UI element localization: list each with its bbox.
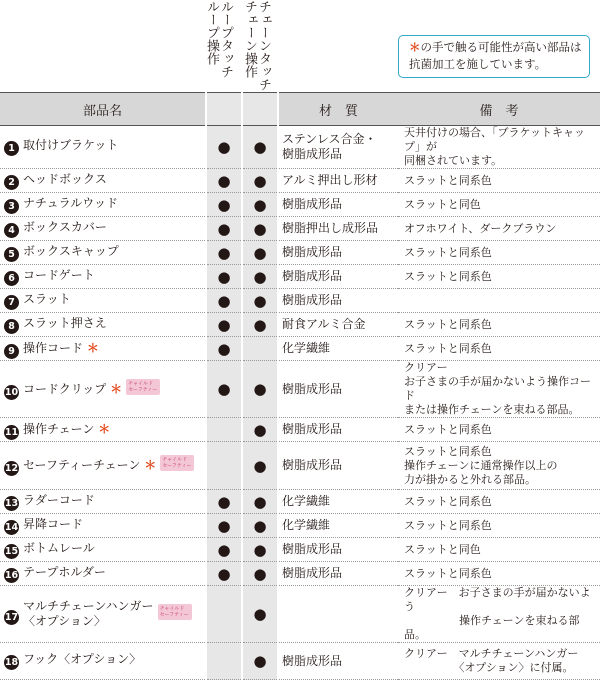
part-name: ボックスカバー bbox=[23, 219, 107, 234]
part-name-cell bbox=[0, 193, 206, 217]
part-name-cell bbox=[0, 514, 206, 538]
loop-operation-cell bbox=[206, 538, 242, 562]
chain-touch-header-line2: チェーン操作 bbox=[242, 0, 257, 78]
part-number-badge: 15 bbox=[4, 545, 19, 557]
chain-operation-cell bbox=[242, 193, 278, 217]
part-name-cell bbox=[0, 313, 206, 337]
applies-dot: ● bbox=[217, 219, 231, 238]
chain-operation-cell bbox=[242, 586, 278, 643]
part-name: コードクリップ bbox=[23, 381, 107, 396]
loop-operation-cell bbox=[206, 126, 242, 169]
part-name: テープホルダー bbox=[23, 564, 106, 579]
table-row bbox=[0, 538, 600, 562]
part-name: ラダーコード bbox=[23, 492, 95, 507]
loop-operation-cell bbox=[206, 361, 242, 418]
part-name-cell bbox=[0, 490, 206, 514]
loop-operation-cell bbox=[206, 418, 242, 442]
applies-dot: ● bbox=[253, 492, 267, 511]
remark-cell: スラットと同系色 bbox=[398, 514, 600, 538]
part-number-badge: 8 bbox=[4, 319, 19, 334]
applies-dot: ● bbox=[217, 243, 231, 262]
part-name-cell bbox=[0, 562, 206, 586]
part-name-cell bbox=[0, 217, 206, 241]
chain-operation-cell bbox=[242, 538, 278, 562]
part-number-badge: 1 bbox=[4, 141, 19, 156]
applies-dot: ● bbox=[253, 420, 267, 439]
applies-dot: ● bbox=[253, 380, 267, 398]
chain-operation-cell bbox=[242, 126, 278, 169]
material-cell: 樹脂成形品 bbox=[278, 289, 398, 313]
chain-operation-cell bbox=[242, 265, 278, 289]
applies-dot: ● bbox=[253, 564, 267, 583]
chain-operation-cell bbox=[242, 490, 278, 514]
material-cell: 樹脂成形品 bbox=[278, 193, 398, 217]
part-name-cell bbox=[0, 289, 206, 313]
part-name: セーフティーチェーン bbox=[23, 458, 141, 472]
material-cell: 化学繊維 bbox=[278, 490, 398, 514]
part-number-badge: 13 bbox=[4, 497, 19, 509]
part-name: スラット bbox=[23, 291, 71, 306]
applies-dot: ● bbox=[253, 219, 267, 238]
chain-touch-header-line1: チェーンタッチ bbox=[256, 0, 271, 91]
table-row bbox=[0, 217, 600, 241]
applies-dot: ● bbox=[253, 267, 267, 286]
loop-touch-header bbox=[204, 0, 232, 78]
loop-operation-cell bbox=[206, 193, 242, 217]
applies-dot: ● bbox=[217, 171, 231, 190]
remark-cell: クリアー お子さまの手が届かないよう操作コード または操作チェーンを束ねる部品。 bbox=[398, 361, 600, 418]
table-row bbox=[0, 313, 600, 337]
material-cell: 樹脂成形品 bbox=[278, 643, 398, 680]
part-name: スラット押さえ bbox=[23, 315, 107, 330]
part-number-badge: 12 bbox=[4, 463, 19, 474]
remark-cell: スラットと同色 bbox=[398, 193, 600, 217]
antibacterial-asterisk: ＊ bbox=[144, 458, 157, 472]
material-cell: 樹脂成形品 bbox=[278, 442, 398, 490]
note-line2: 抗菌加工を施しています。 bbox=[409, 57, 547, 71]
material-cell: 耐食アルミ合金 bbox=[278, 313, 398, 337]
part-number-badge: 17 bbox=[4, 611, 19, 623]
applies-dot: ● bbox=[217, 339, 231, 358]
loop-operation-cell bbox=[206, 643, 242, 680]
applies-dot: ● bbox=[217, 540, 231, 559]
chain-operation-cell bbox=[242, 643, 278, 680]
material-cell: 化学繊維 bbox=[278, 514, 398, 538]
part-number-badge: 18 bbox=[4, 657, 19, 668]
table-row bbox=[0, 361, 600, 418]
table-row bbox=[0, 442, 600, 490]
loop-operation-cell bbox=[206, 337, 242, 361]
material-cell: 樹脂成形品 bbox=[278, 241, 398, 265]
material-cell: 樹脂成形品 bbox=[278, 562, 398, 586]
table-row bbox=[0, 643, 600, 680]
parts-table-body bbox=[0, 126, 600, 680]
material-cell: 樹脂押出し成形品 bbox=[278, 217, 398, 241]
part-name-cell bbox=[0, 538, 206, 562]
part-name-header: 部品名 bbox=[0, 93, 206, 126]
part-number-badge: 7 bbox=[4, 295, 19, 310]
remark-cell: スラットと同系色 操作チェーンに通常操作以上の 力が掛かると外れる部品。 bbox=[398, 442, 600, 490]
table-row bbox=[0, 289, 600, 313]
table-row bbox=[0, 169, 600, 193]
table-row bbox=[0, 193, 600, 217]
part-name-cell bbox=[0, 586, 206, 643]
part-name-cell bbox=[0, 442, 206, 490]
chain-column-header bbox=[242, 93, 278, 126]
remark-cell: スラットと同系色 bbox=[398, 562, 600, 586]
remark-cell: スラットと同系色 bbox=[398, 241, 600, 265]
antibacterial-note bbox=[398, 35, 590, 78]
part-name: フック〈オプション〉 bbox=[23, 652, 142, 666]
applies-dot: ● bbox=[253, 171, 267, 190]
applies-dot: ● bbox=[217, 315, 231, 334]
remark-cell: スラットと同系色 bbox=[398, 265, 600, 289]
parts-table bbox=[0, 92, 600, 680]
remark-cell: スラットと同系色 bbox=[398, 313, 600, 337]
chain-operation-cell bbox=[242, 514, 278, 538]
applies-dot: ● bbox=[217, 564, 231, 583]
table-row bbox=[0, 490, 600, 514]
loop-operation-cell bbox=[206, 217, 242, 241]
remark-cell bbox=[398, 289, 600, 313]
table-row bbox=[0, 241, 600, 265]
remark-cell: スラットと同系色 bbox=[398, 337, 600, 361]
part-name-cell bbox=[0, 418, 206, 442]
part-name-cell bbox=[0, 265, 206, 289]
table-row bbox=[0, 562, 600, 586]
table-row bbox=[0, 514, 600, 538]
chain-operation-cell bbox=[242, 289, 278, 313]
material-cell: 樹脂成形品 bbox=[278, 538, 398, 562]
part-number-badge: 14 bbox=[4, 521, 19, 533]
part-name: コードゲート bbox=[23, 267, 95, 282]
loop-operation-cell bbox=[206, 313, 242, 337]
remark-cell: 天井付けの場合、「ブラケットキャップ」が 同梱されています。 bbox=[398, 126, 600, 169]
remark-cell: クリアー お子さまの手が届かないよう 操作チェーンを束ねる部品。 bbox=[398, 586, 600, 643]
material-cell: ステンレス合金・ 樹脂成形品 bbox=[278, 126, 398, 169]
applies-dot: ● bbox=[253, 516, 267, 535]
loop-operation-cell bbox=[206, 169, 242, 193]
remark-cell: スラットと同系色 bbox=[398, 169, 600, 193]
chain-operation-cell bbox=[242, 313, 278, 337]
antibacterial-asterisk: ＊ bbox=[86, 340, 99, 355]
remark-cell: スラットと同系色 bbox=[398, 490, 600, 514]
table-row bbox=[0, 265, 600, 289]
applies-dot: ● bbox=[217, 516, 231, 535]
part-name: ボトムレール bbox=[23, 540, 95, 555]
part-name: ヘッドボックス bbox=[23, 171, 107, 186]
remark-cell: クリアー マルチチェーンハンガー 〈オプション〉に付属。 bbox=[398, 643, 600, 680]
chain-operation-cell bbox=[242, 442, 278, 490]
applies-dot: ● bbox=[253, 138, 267, 156]
applies-dot: ● bbox=[217, 267, 231, 286]
applies-dot: ● bbox=[217, 195, 231, 214]
child-safety-badge: チャイルド セーフティー bbox=[126, 379, 160, 395]
applies-dot: ● bbox=[253, 456, 267, 475]
parts-table-header-row bbox=[0, 93, 600, 126]
child-safety-badge: チャイルド セーフティー bbox=[158, 604, 192, 620]
material-cell: 樹脂成形品 bbox=[278, 265, 398, 289]
part-number-badge: 16 bbox=[4, 569, 19, 581]
loop-column-header bbox=[206, 93, 242, 126]
part-name-cell bbox=[0, 643, 206, 680]
part-name-cell bbox=[0, 241, 206, 265]
material-header: 材 質 bbox=[278, 93, 398, 126]
applies-dot: ● bbox=[253, 315, 267, 334]
loop-touch-header-line1: ループタッチ bbox=[218, 0, 233, 78]
note-asterisk: ＊ bbox=[409, 40, 421, 54]
material-cell: 樹脂成形品 bbox=[278, 418, 398, 442]
loop-operation-cell bbox=[206, 442, 242, 490]
applies-dot: ● bbox=[253, 291, 267, 310]
applies-dot: ● bbox=[217, 138, 231, 156]
remark-cell: スラットと同系色 bbox=[398, 418, 600, 442]
table-row bbox=[0, 337, 600, 361]
applies-dot: ● bbox=[253, 540, 267, 559]
part-number-badge: 10 bbox=[4, 386, 19, 398]
loop-operation-cell bbox=[206, 562, 242, 586]
applies-dot: ● bbox=[253, 652, 267, 670]
part-number-badge: 3 bbox=[4, 199, 19, 214]
part-number-badge: 5 bbox=[4, 247, 19, 262]
applies-dot: ● bbox=[253, 195, 267, 214]
part-name: 操作コード bbox=[23, 340, 84, 355]
loop-operation-cell bbox=[206, 514, 242, 538]
material-cell bbox=[278, 586, 398, 643]
part-name-cell bbox=[0, 169, 206, 193]
applies-dot: ● bbox=[217, 492, 231, 511]
loop-operation-cell bbox=[206, 289, 242, 313]
chain-operation-cell bbox=[242, 337, 278, 361]
part-number-badge: 2 bbox=[4, 175, 19, 190]
table-row bbox=[0, 586, 600, 643]
applies-dot: ● bbox=[217, 291, 231, 310]
applies-dot: ● bbox=[217, 380, 231, 398]
part-number-badge: 4 bbox=[4, 223, 19, 238]
applies-dot: ● bbox=[253, 243, 267, 262]
part-name: ナチュラルウッド bbox=[23, 195, 119, 210]
remark-cell: スラットと同色 bbox=[398, 538, 600, 562]
loop-operation-cell bbox=[206, 265, 242, 289]
part-name: 取付けブラケット bbox=[23, 138, 119, 152]
table-row bbox=[0, 418, 600, 442]
part-number-badge: 11 bbox=[4, 426, 19, 438]
applies-dot: ● bbox=[253, 605, 267, 623]
loop-operation-cell bbox=[206, 490, 242, 514]
antibacterial-asterisk: ＊ bbox=[110, 381, 123, 396]
chain-operation-cell bbox=[242, 169, 278, 193]
part-name: 操作チェーン bbox=[23, 421, 95, 436]
part-name-cell bbox=[0, 126, 206, 169]
remark-header: 備 考 bbox=[398, 93, 600, 126]
part-number-badge: 6 bbox=[4, 271, 19, 286]
chain-operation-cell bbox=[242, 562, 278, 586]
chain-touch-header bbox=[242, 0, 270, 91]
chain-operation-cell bbox=[242, 241, 278, 265]
part-name: 昇降コード bbox=[23, 516, 84, 531]
table-row bbox=[0, 126, 600, 169]
child-safety-badge: チャイルド セーフティー bbox=[160, 455, 194, 471]
part-name: ボックスキャップ bbox=[23, 243, 119, 258]
antibacterial-asterisk: ＊ bbox=[98, 421, 111, 436]
part-name-cell bbox=[0, 361, 206, 418]
loop-operation-cell bbox=[206, 586, 242, 643]
remark-cell: オフホワイト、ダークブラウン bbox=[398, 217, 600, 241]
part-number-badge: 9 bbox=[4, 344, 19, 359]
chain-operation-cell bbox=[242, 361, 278, 418]
note-line1: の手で触る可能性が高い部品は bbox=[420, 40, 582, 54]
loop-touch-header-line2: ループ操作 bbox=[204, 0, 219, 65]
material-cell: 化学繊維 bbox=[278, 337, 398, 361]
part-name: マルチチェーンハンガー 〈オプション〉 bbox=[23, 599, 154, 628]
loop-operation-cell bbox=[206, 241, 242, 265]
material-cell: アルミ押出し形材 bbox=[278, 169, 398, 193]
part-name-cell bbox=[0, 337, 206, 361]
chain-operation-cell bbox=[242, 418, 278, 442]
chain-operation-cell bbox=[242, 217, 278, 241]
material-cell: 樹脂成形品 bbox=[278, 361, 398, 418]
